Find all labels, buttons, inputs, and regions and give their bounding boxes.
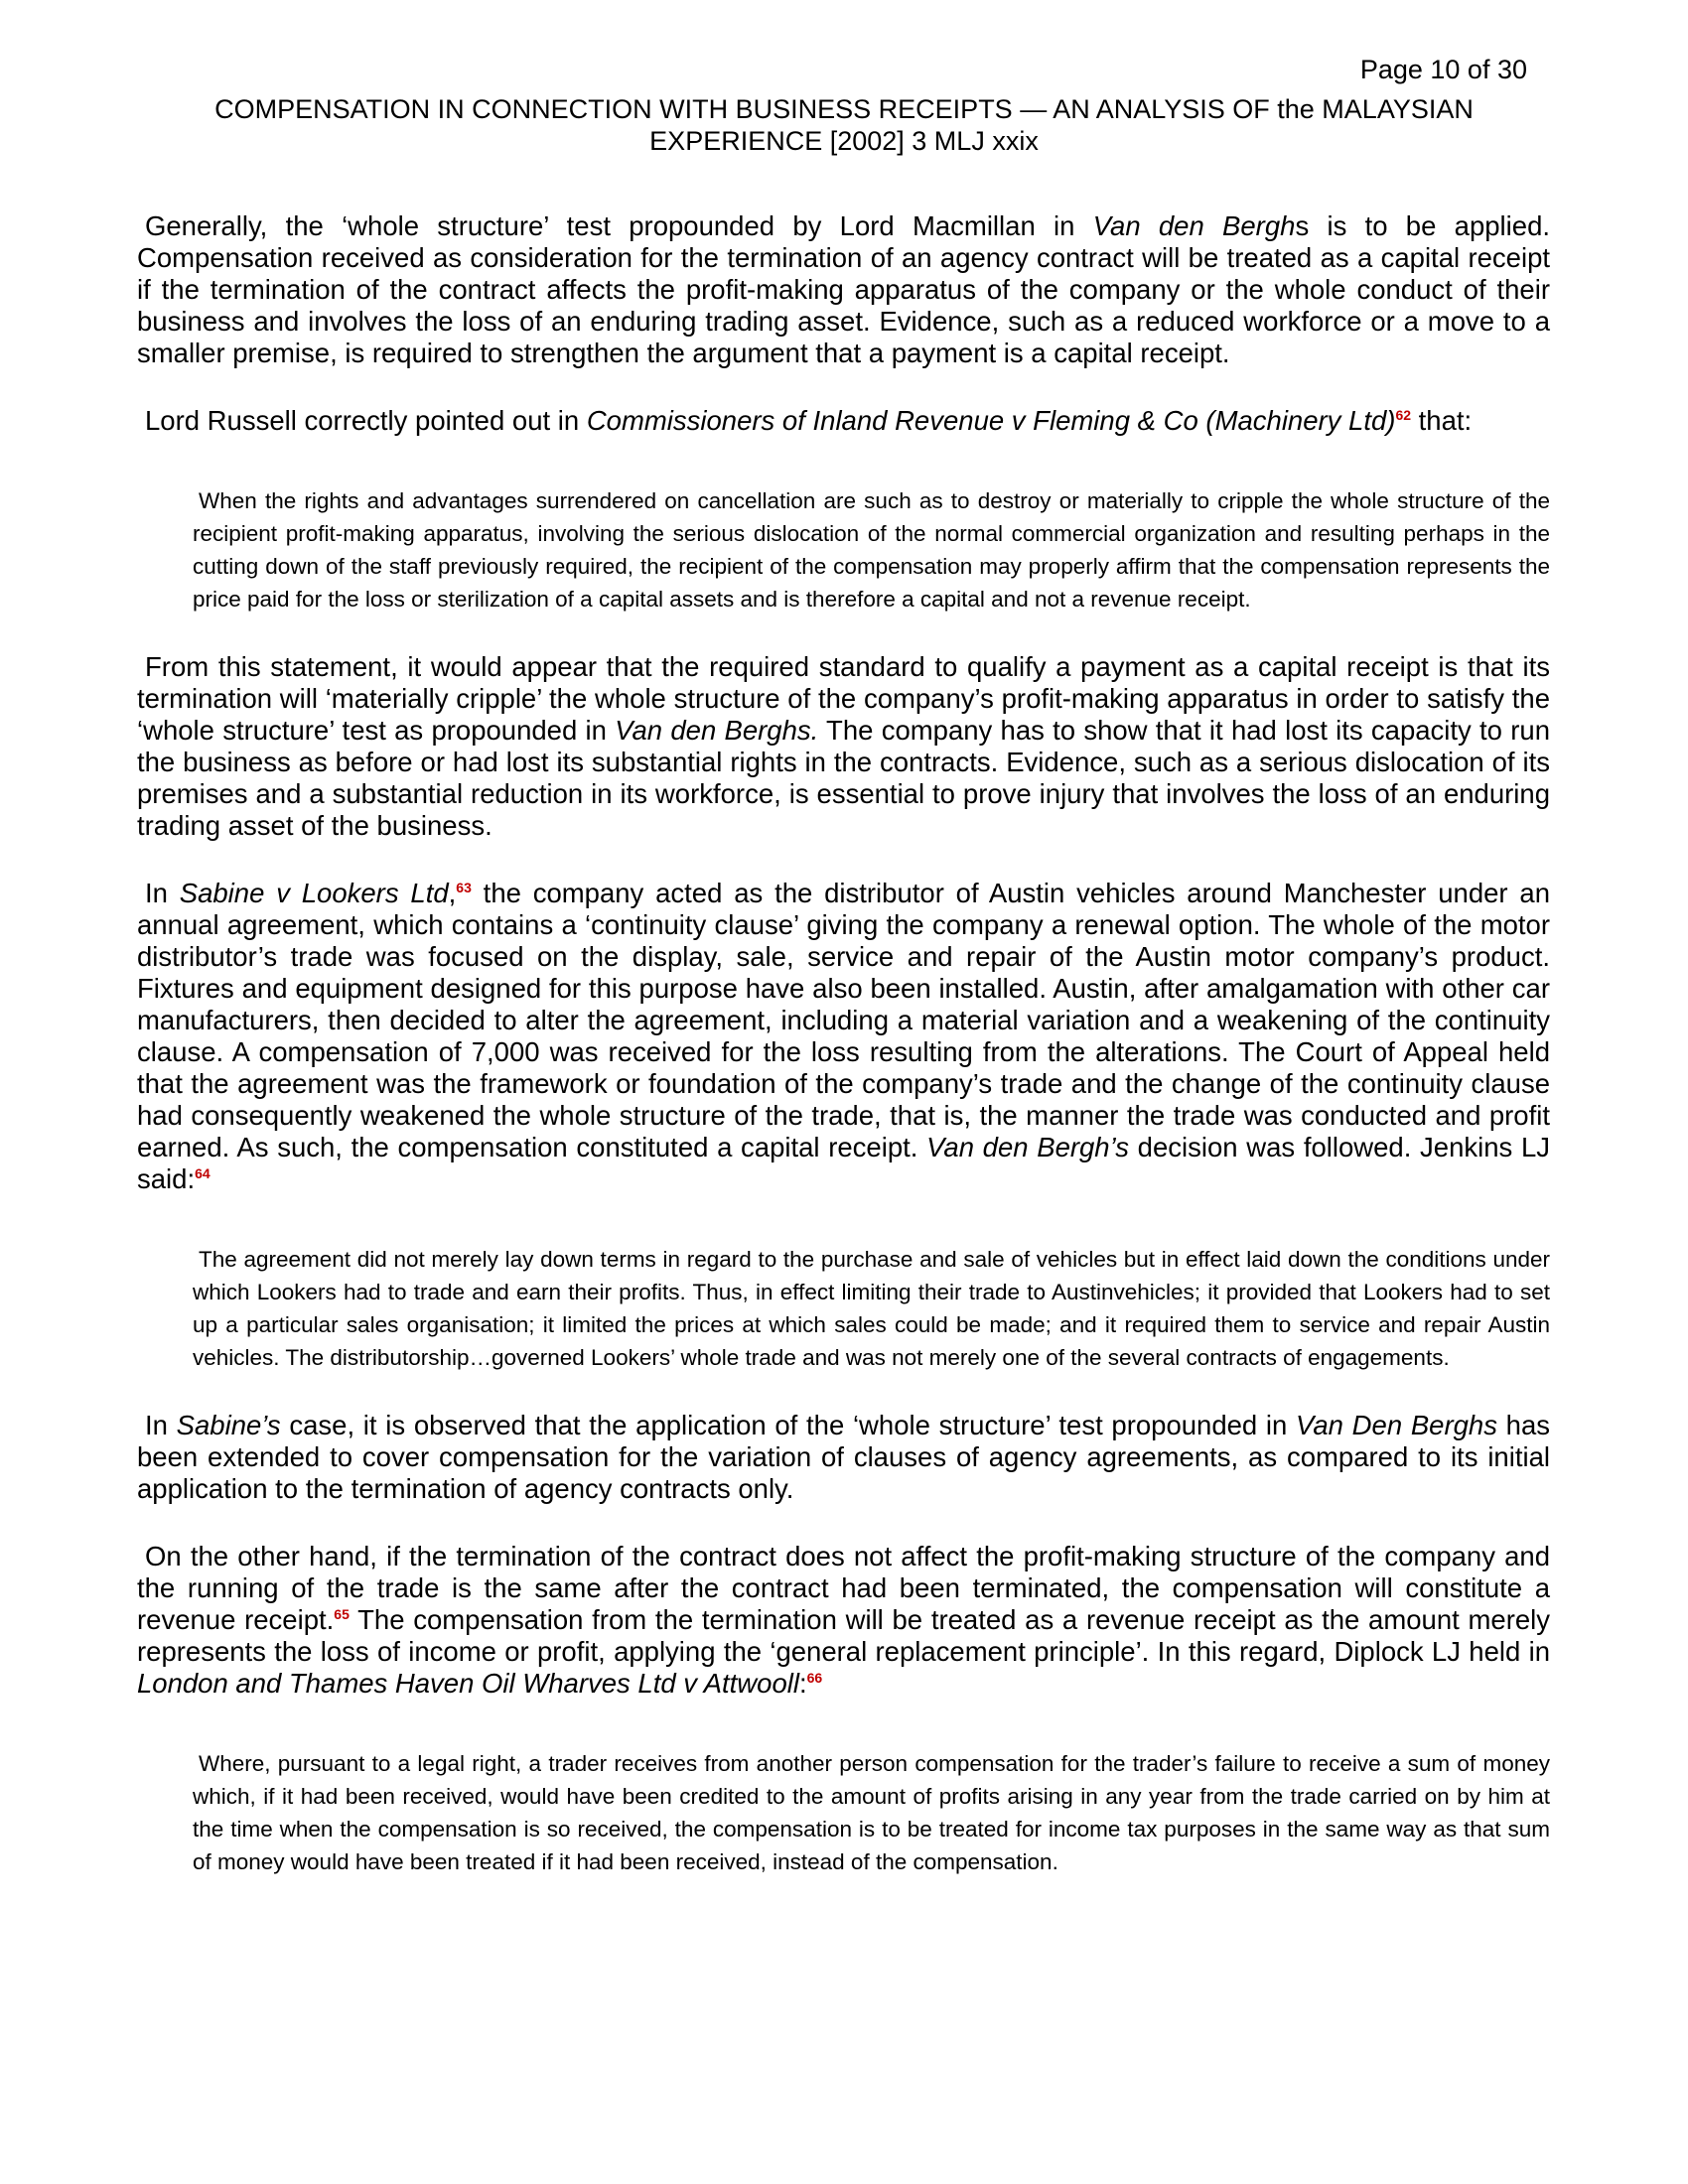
footnote-ref-62[interactable]: 62	[1395, 406, 1412, 423]
document-body	[137, 210, 1550, 1878]
text-span: From this statement, it would appear that the required standard to qualify a payment as a capital receipt is that its termination will ‘materially cripple’ the whole structure of the company’s profit-making apparatus in order to satisfy the ‘whole structure’ test as propounded in	[137, 651, 1550, 746]
page-number: Page 10 of 30	[1359, 55, 1527, 84]
text-span: Lord Russell correctly pointed out in	[145, 405, 587, 436]
paragraph-3	[137, 651, 1550, 842]
paragraph-5	[137, 1410, 1550, 1505]
case-name: Sabine’s	[176, 1410, 281, 1440]
text-span: has been extended to cover compensation for the variation of clauses of agency agreements, as compared to its initial application to the termination of agency contracts only.	[137, 1410, 1550, 1504]
case-name: Van den Bergh	[1092, 210, 1296, 241]
header-title-line1: COMPENSATION IN CONNECTION WITH BUSINESS RECEIPTS — AN ANALYSIS OF the MALAYSIAN	[214, 94, 1474, 124]
block-quote-3: Where, pursuant to a legal right, a trader receives from another person compensation for the trader’s failure to receive a sum of money which, if it had been received, would have been credited to the amount of profits arising in any year from the trade carried on by him at the time when the compensation is so received, the compensation is to be treated for income tax purposes in the same way as that sum of money would have been treated if it had been received, instead of the compensation.	[193, 1751, 1550, 1874]
text-span: The company has to show that it had lost its capacity to run the business as before or had lost its substantial rights in the contracts. Evidence, such as a serious dislocation of its premises and a substantial reduction in its workforce, is essential to prove injury that involves the loss of an enduring trading asset of the business.	[137, 715, 1550, 841]
block-quote-1: When the rights and advantages surrendered on cancellation are such as to destroy or materially to cripple the whole structure of the recipient profit-making apparatus, involving the serious dislocation of the normal commercial organization and resulting perhaps in the cutting down of the staff previously required, the recipient of the compensation may properly affirm that the compensation represents the price paid for the loss or sterilization of a capital assets and is therefore a capital and not a revenue receipt.	[193, 488, 1550, 612]
case-name: Van den Berghs.	[615, 715, 819, 746]
header-title-line2: EXPERIENCE [2002] 3 MLJ xxix	[649, 126, 1039, 156]
footnote-ref-66[interactable]: 66	[806, 1669, 823, 1686]
case-name: London and Thames Haven Oil Wharves Ltd v Attwooll	[137, 1668, 799, 1699]
case-name: Commissioners of Inland Revenue v Fleming & Co (Machinery Ltd)	[586, 405, 1396, 436]
text-span: In	[145, 1410, 177, 1440]
case-name: Van Den Berghs	[1296, 1410, 1497, 1440]
text-span: Generally, the ‘whole structure’ test propounded by Lord Macmillan in	[145, 210, 1093, 241]
text-span: that:	[1411, 405, 1473, 436]
document-header	[149, 93, 1539, 157]
text-span: In	[145, 878, 180, 908]
footnote-ref-63[interactable]: 63	[456, 879, 472, 895]
footnote-ref-65[interactable]: 65	[334, 1605, 350, 1622]
paragraph-4	[137, 878, 1550, 1195]
text-span: the company acted as the distributor of Austin vehicles around Manchester under an annual agreement, which contains a ‘continuity clause’ giving the company a renewal option. The whole of the motor distributor’s trade was focused on the display, sale, service and repair of the Austin motor company’s product. Fixtures and equipment designed for this purpose have also been installed. Austin, after amalgamation with other car manufacturers, then decided to alter the agreement, including a material variation and a weakening of the continuity clause. A compensation of 7,000 was received for the loss resulting from the alterations. The Court of Appeal held that the agreement was the framework or foundation of the company’s trade and the change of the continuity clause had consequently weakened the whole structure of the trade, that is, the manner the trade was conducted and profit earned. As such, the compensation constituted a capital receipt.	[137, 878, 1550, 1162]
case-name: Van den Bergh’s	[926, 1132, 1129, 1162]
paragraph-6	[137, 1541, 1550, 1700]
paragraph-2	[137, 405, 1550, 437]
case-name: Sabine v Lookers Ltd	[179, 878, 449, 908]
text-span: ,	[448, 878, 457, 908]
text-span: On the other hand, if the termination of the contract does not affect the profit-making structure of the company and the running of the trade is the same after the contract had been terminated, the compensation will constitute a revenue receipt.	[137, 1541, 1550, 1635]
text-span: :	[798, 1668, 807, 1699]
footnote-ref-64[interactable]: 64	[195, 1164, 211, 1181]
paragraph-1	[137, 210, 1550, 369]
text-span: case, it is observed that the application of the ‘whole structure’ test propounded in	[280, 1410, 1297, 1440]
block-quote-2: The agreement did not merely lay down terms in regard to the purchase and sale of vehicles but in effect laid down the conditions under which Lookers had to trade and earn their profits. Thus, in effect limiting their trade to Austinvehicles; it provided that Lookers had to set up a particular sales organisation; it limited the prices at which sales could be made; and it required them to service and repair Austin vehicles. The distributorship…governed Lookers’ whole trade and was not merely one of the several contracts of engagements.	[193, 1247, 1550, 1370]
text-span: decision was followed. Jenkins LJ said:	[137, 1132, 1550, 1194]
text-span: s is to be applied. Compensation received as consideration for the termination of an agency contract will be treated as a capital receipt if the termination of the contract affects the profit-making apparatus of the company or the whole conduct of their business and involves the loss of an enduring trading asset. Evidence, such as a reduced workforce or a move to a smaller premise, is required to strengthen the argument that a payment is a capital receipt.	[137, 210, 1550, 368]
text-span: The compensation from the termination will be treated as a revenue receipt as the amount merely represents the loss of income or profit, applying the ‘general replacement principle’. In this regard, Diplock LJ held in	[137, 1604, 1551, 1667]
